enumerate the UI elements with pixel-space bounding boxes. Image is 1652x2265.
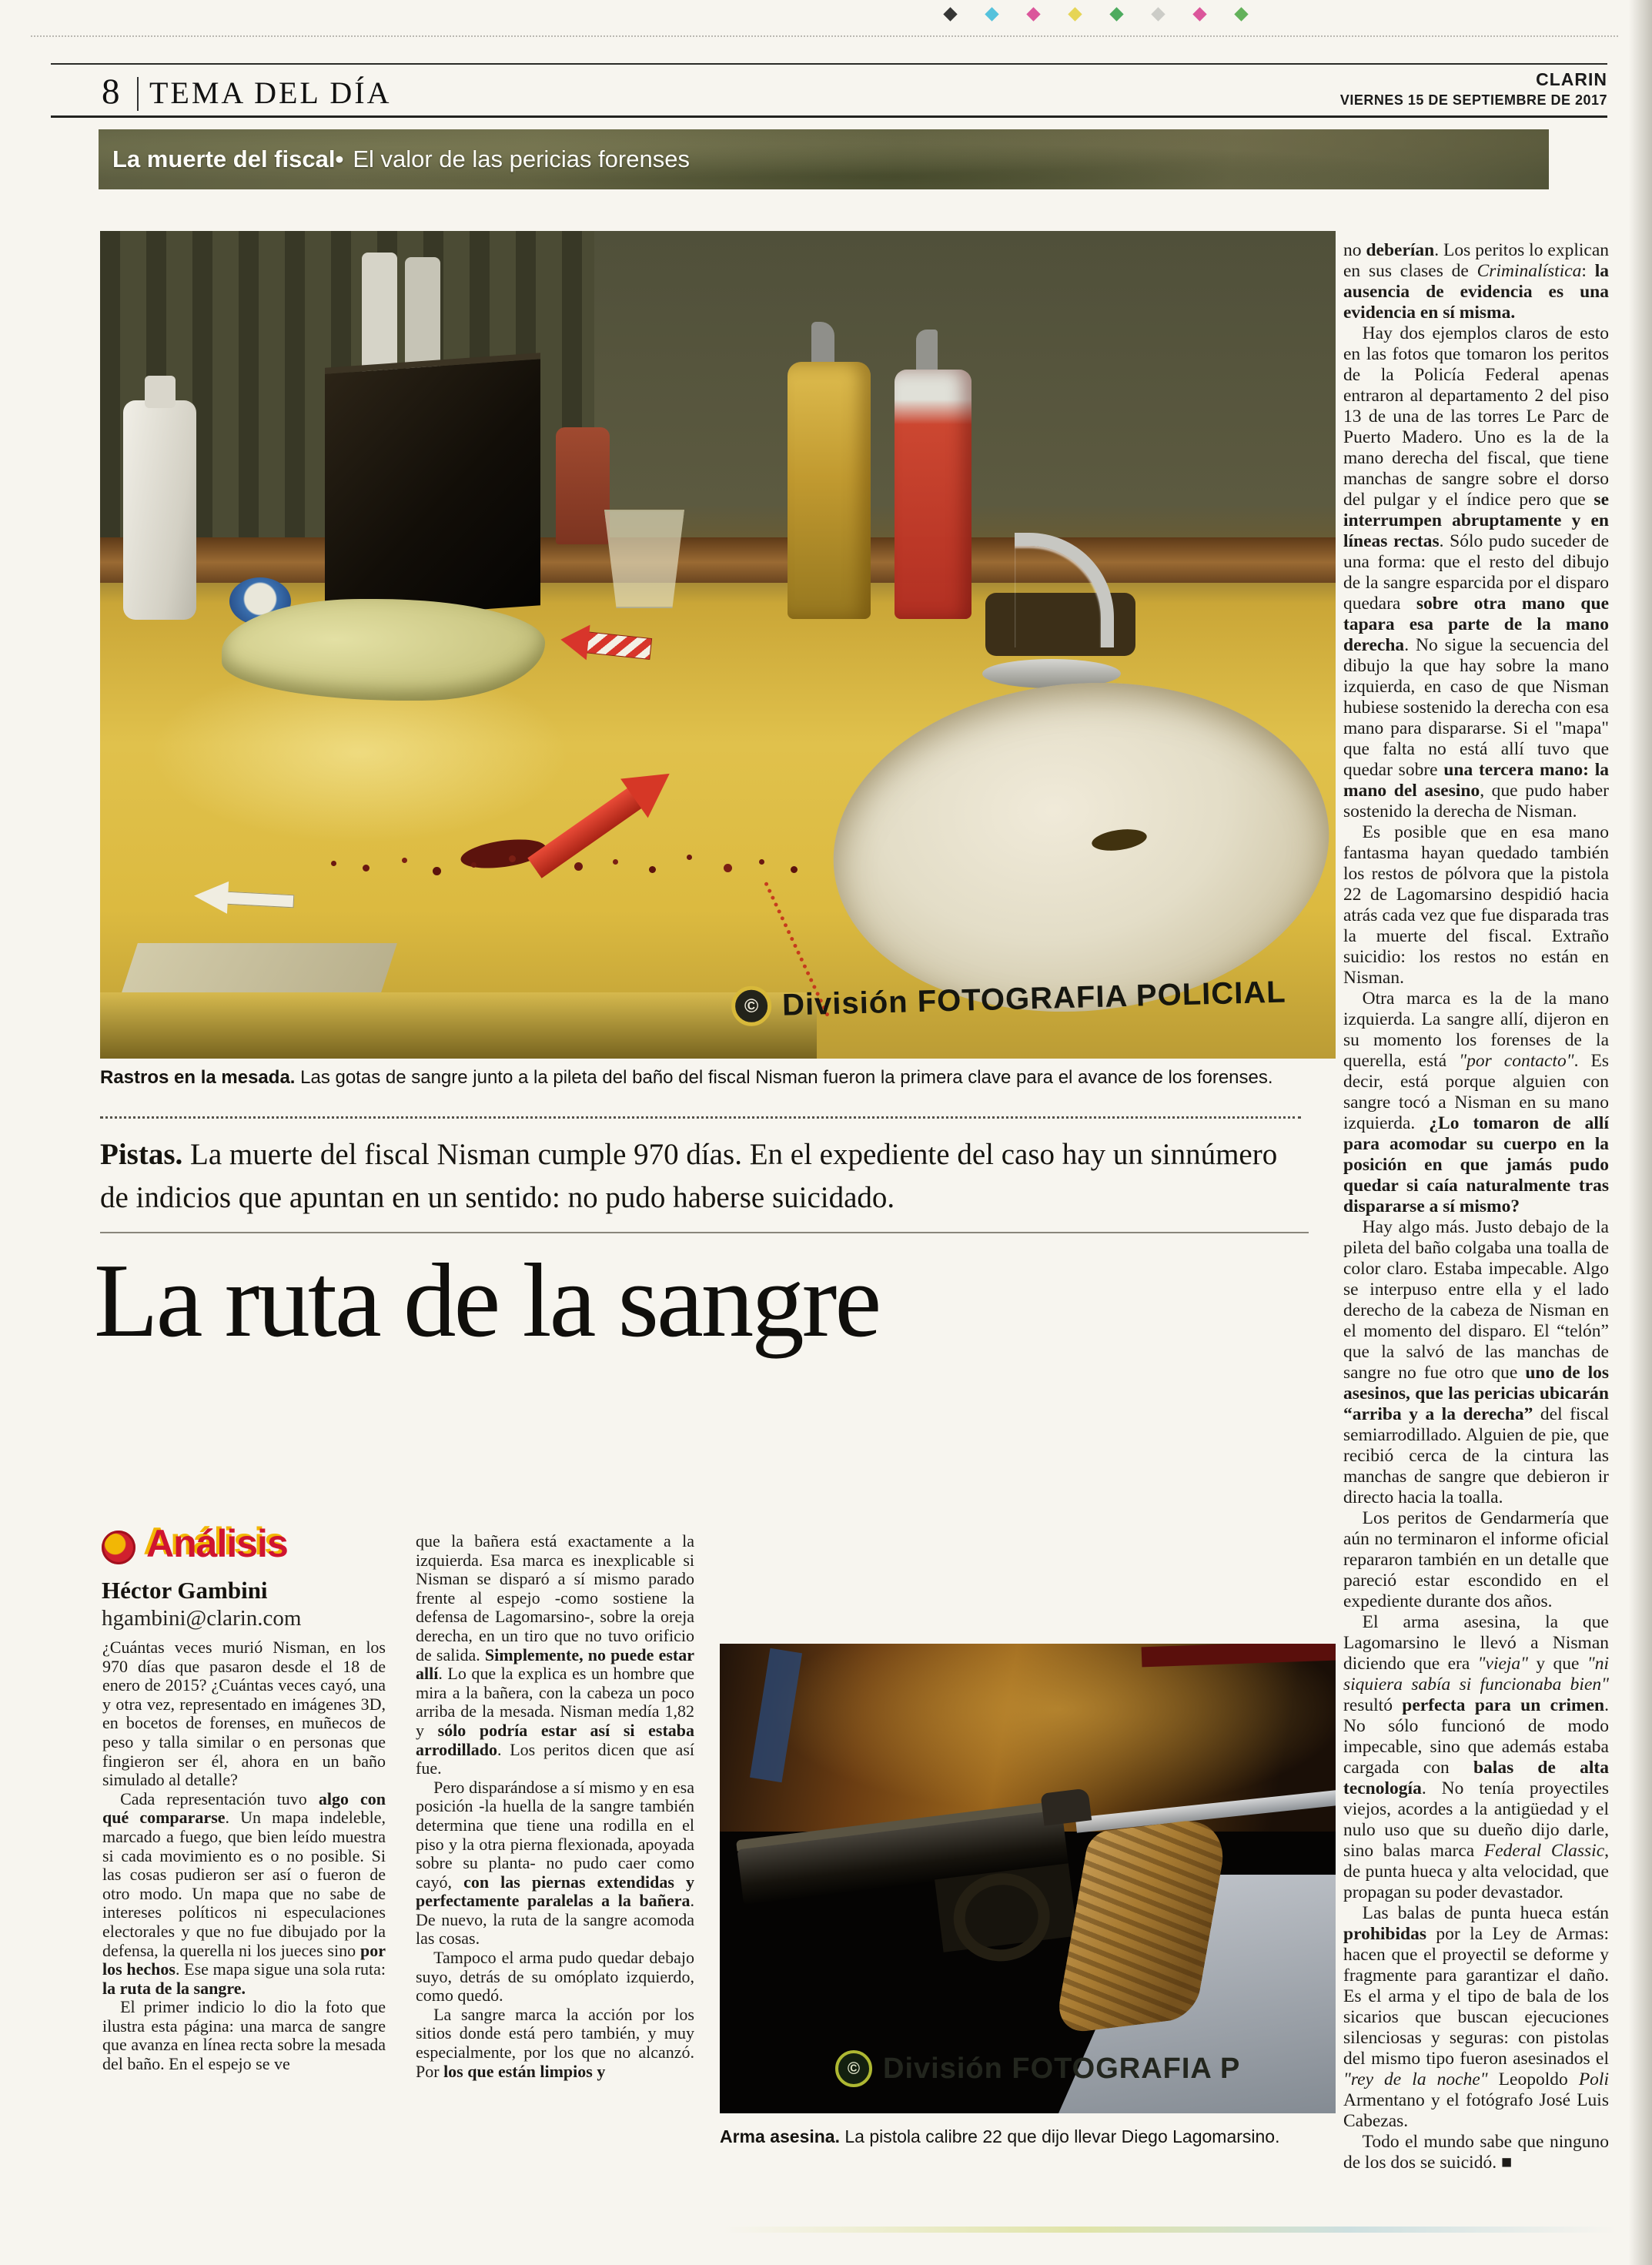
pistol-grip — [1054, 1815, 1231, 2035]
counter-front-edge — [100, 992, 817, 1059]
header-rule-top — [51, 63, 1607, 65]
paragraph: Hay algo más. Justo debajo de la pileta del baño colgaba una toalla de color claro. Estaba impecable. Algo se interpuso entre ella y el lado derecho de la cabeza de Nisman en el momento del disparo. El “telón” que la salvó de las manchas de sangre no fue otro que uno de los asesinos, que las pericias ubicarán “arriba y a la derecha” del fiscal semiarrodillado. Alguien de pie, que recibió cerca de la cintura las manchas de sangre que debieron ir directo hacia la toalla. — [1343, 1217, 1609, 1507]
caption-lead: Rastros en la mesada. — [100, 1067, 296, 1088]
registration-marks — [945, 9, 1246, 19]
paragraph: que la bañera está exactamente a la izquierda. Esa marca es inexplicable si Nisman se disparó a sí mismo parado frente al espejo -como sostiene la defensa de Lagomarsino-, sobre la oreja derecha, en un tiro que no tuvo orificio de salida. Simplemente, no puede estar allí. Lo que la explica es un hombre que mira a la bañera, con la cabeza un poco arriba de la mesada. Nisman medía 1,82 y sólo podría estar así si estaba arrodillado. Los peritos dicen que así fue. — [416, 1531, 695, 1778]
paragraph: Tampoco el arma pudo quedar debajo suyo, detrás de su omóplato izquierdo, como quedó. — [416, 1948, 694, 2006]
striped-arrow-head — [559, 622, 590, 661]
copyright-badge-icon: © — [835, 2050, 872, 2087]
striped-arrow-shaft — [586, 631, 652, 660]
caption-text: La pistola calibre 22 que dijo llevar Diego Lagomarsino. — [839, 2126, 1280, 2146]
lead-kicker: Pistas. — [100, 1138, 183, 1171]
lead-text: La muerte del fiscal Nisman cumple 970 días. En el expediente del caso hay un sinnúmero de indicios que apuntan en un sentido: no pudo haberse suicidado. — [100, 1138, 1278, 1214]
edition-date: VIERNES 15 DE SEPTIEMBRE DE 2017 — [1339, 92, 1607, 108]
white-arrow-head — [193, 880, 229, 914]
kicker-bold: La muerte del fiscal• — [112, 146, 344, 172]
registration-mark — [1234, 7, 1248, 21]
police-watermark — [731, 972, 1286, 1027]
pistol-hammer — [1041, 1788, 1092, 1825]
top-dotted-line — [31, 35, 1618, 37]
registration-mark — [943, 7, 957, 21]
blood-trail — [331, 861, 336, 866]
author-byline: Héctor Gambini — [102, 1577, 268, 1604]
black-box — [325, 353, 540, 621]
white-arrow-annotation — [193, 880, 296, 918]
kicker-band — [99, 129, 1549, 189]
headline: La ruta de la sangre — [94, 1242, 880, 1359]
police-watermark-gun — [835, 2050, 1240, 2087]
article-column-left — [102, 1638, 386, 2074]
kicker-rest: El valor de las pericias forenses — [353, 146, 690, 172]
paragraph: Todo el mundo sabe que ninguno de los dos se suicidó. ■ — [1343, 2132, 1609, 2173]
registration-mark — [985, 7, 998, 21]
paragraph: Los peritos de Gendarmería que aún no terminaron el informe oficial repararon también en un detalle que pareció estar escondido en el expediente durante dos años. — [1343, 1508, 1609, 1611]
header-rule-bottom — [51, 115, 1607, 118]
clear-cup — [604, 510, 684, 608]
clarin-analysis-icon — [102, 1531, 135, 1564]
registration-mark — [1109, 7, 1123, 21]
gun-photo — [720, 1644, 1336, 2113]
author-email: hgambini@clarin.com — [102, 1606, 302, 1631]
caption-lead: Arma asesina. — [720, 2126, 840, 2146]
red-stand — [556, 427, 610, 544]
paragraph: El primer indicio lo dio la foto que ilustra esta página: una marca de sangre que avanza en línea recta sobre la mesada del baño. En el espejo se ve — [102, 1997, 386, 2074]
article-column-middle — [416, 1532, 694, 2081]
pistol-icon — [731, 1741, 1262, 2085]
main-photo-caption — [100, 1067, 1336, 1089]
scan-smear — [724, 2227, 1617, 2233]
paragraph: Pero disparándose a sí mismo y en esa posición -la huella de la sangre también determina que tiene una rodilla en el piso y la otra pierna flexionada, apoyada sobre su planta- no pudo caer como cayó, con las piernas extendidas y perfectamente paralelas a la bañera. De nuevo, la ruta de la sangre acomoda las cosas. — [416, 1777, 694, 1949]
lead-rule — [100, 1232, 1309, 1233]
watermark-text: División FOTOGRAFIA P — [883, 2052, 1241, 2085]
paragraph: Las balas de punta hueca están prohibidas por la Ley de Armas: hacen que el proyectil se deforme y fragmente para garantizar el daño. Es el arma y el tipo de bala de los sicarios que buscan ejecuciones silenciosas y seguras: con pistolas del mismo tipo fueron asesinados el "rey de la noche" Leopoldo Poli Armentano y el fotógrafo José Luis Cabezas. — [1343, 1903, 1609, 2131]
analysis-label: Análisis — [146, 1522, 288, 1565]
striped-arrow-annotation — [562, 622, 651, 666]
amber-soap-dispenser — [788, 362, 871, 619]
paragraph: Otra marca es la de la mano izquierda. La sangre allí, dijeron en su momento los forenses de la querella, está "por contacto". Es decir, está porque alguien con sangre tocó a Nisman en su mano izquierda. ¿Lo tomaron de allí para acomodar su cuerpo en la posición en que jamás pudo quedar si caía naturalmente tras dispararse a sí mismo? — [1343, 989, 1609, 1216]
mirror-frame — [100, 537, 1336, 583]
page-number-divider — [137, 77, 139, 111]
paragraph: Es posible que en esa mano fantasma hayan quedado también los restos de pólvora que la pistola 22 de Lagomarsino despidió hacia atrás cada vez que fue disparada tras la muerte del fiscal. Extraño suicidio: los restos no están en Nisman. — [1343, 822, 1609, 988]
red-dispenser-pump — [916, 330, 938, 376]
paragraph: no deberían. Los peritos lo explican en sus clases de Criminalística: la ausencia de evidencia es una evidencia en sí misma. — [1343, 240, 1610, 323]
section-title: TEMA DEL DÍA — [149, 75, 392, 110]
red-soap-dispenser — [895, 370, 971, 619]
white-arrow-shaft — [226, 892, 295, 908]
registration-mark — [1151, 7, 1165, 21]
page-number: 8 — [102, 72, 121, 112]
towel — [222, 599, 545, 701]
paragraph: Cada representación tuvo algo con qué compararse. Un mapa indeleble, marcado a fuego, que bien leído muestra si cada movimiento es o no posible. Si las cosas pudieron ser así o fueron de otro modo. Un mapa que no sabe de intereses políticos ni especulaciones electorales y que no fue dibujado por la defensa, la querella ni los jueces sino por los hechos. Ese mapa sigue una sola ruta: la ruta de la sangre. — [102, 1788, 386, 1998]
masthead-block — [1340, 69, 1607, 109]
crime-scene-photo — [100, 231, 1336, 1059]
copyright-badge-icon: © — [731, 985, 771, 1026]
white-bottle — [123, 400, 196, 620]
lead-paragraph — [100, 1133, 1313, 1219]
gun-photo-caption — [720, 2126, 1336, 2147]
paragraph: ¿Cuántas veces murió Nisman, en los 970 días que pasaron desde el 18 de enero de 2015? ¿Cuántas veces cayó, una y otra vez, representado en imágenes 3D, en bocetos de forenses, en muñecos de peso y talla similar o en personas que fingieron ser él, ahora en un baño simulado al detalle? — [102, 1638, 386, 1790]
caption-text: Las gotas de sangre junto a la pileta del baño del fiscal Nisman fueron la primera clave para el avance de los forenses. — [295, 1067, 1273, 1088]
registration-mark — [1068, 7, 1082, 21]
white-bottle-cap — [145, 376, 176, 408]
paragraph: Hay dos ejemplos claros de esto en las fotos que tomaron los peritos de la Policía Federal apenas entraron al departamento 2 del piso 13 de una de las torres Le Parc de Puerto Madero. Uno es la de la mano derecha del fiscal, que tiene manchas de sangre sobre el dorso del pulgar y el índice pero que se interrumpen abruptamente y en líneas rectas. Sólo pudo suceder de una forma: que el resto del dibujo de la sangre esparcida por el disparo quedara sobre otra mano que tapara esa parte de la mano derecha. No sigue la secuencia del dibujo la que hay sobre la mano izquierda, en caso de que Nisman hubiese sostenido la derecha con esa mano para dispararse. Si el "mapa" que falta no está allí tuvo que quedar sobre una tercera mano: la mano del asesino, que pudo haber sostenido la derecha de Nisman. — [1343, 323, 1609, 821]
article-column-right — [1343, 240, 1609, 2173]
paragraph: El arma asesina, la que Lagomarsino le llevó a Nisman diciendo que era "vieja" y que "ni siquiera sabía si funcionaba bien" resultó perfecta para un crimen. No sólo funcionó de modo impecable, sino que además estaba cargada con balas de alta tecnología. No tenía proyectiles viejos, acordes a la antigüedad y el nulo uso que su dueño dijo darle, sino balas marca Federal Classic, de punta hueca y alta velocidad, que propagan su poder devastador. — [1343, 1612, 1609, 1902]
registration-mark — [1026, 7, 1040, 21]
masthead: CLARIN — [1536, 69, 1607, 89]
registration-mark — [1192, 7, 1206, 21]
paragraph: La sangre marca la acción por los sitios donde está pero también, y muy especialmente, por los que no alcanzó. Por los que están limpios y — [416, 2004, 694, 2081]
dotted-separator — [100, 1116, 1301, 1119]
scan-edge-shadow — [1629, 0, 1652, 2265]
watermark-text: División FOTOGRAFIA POLICIAL — [781, 975, 1287, 1022]
